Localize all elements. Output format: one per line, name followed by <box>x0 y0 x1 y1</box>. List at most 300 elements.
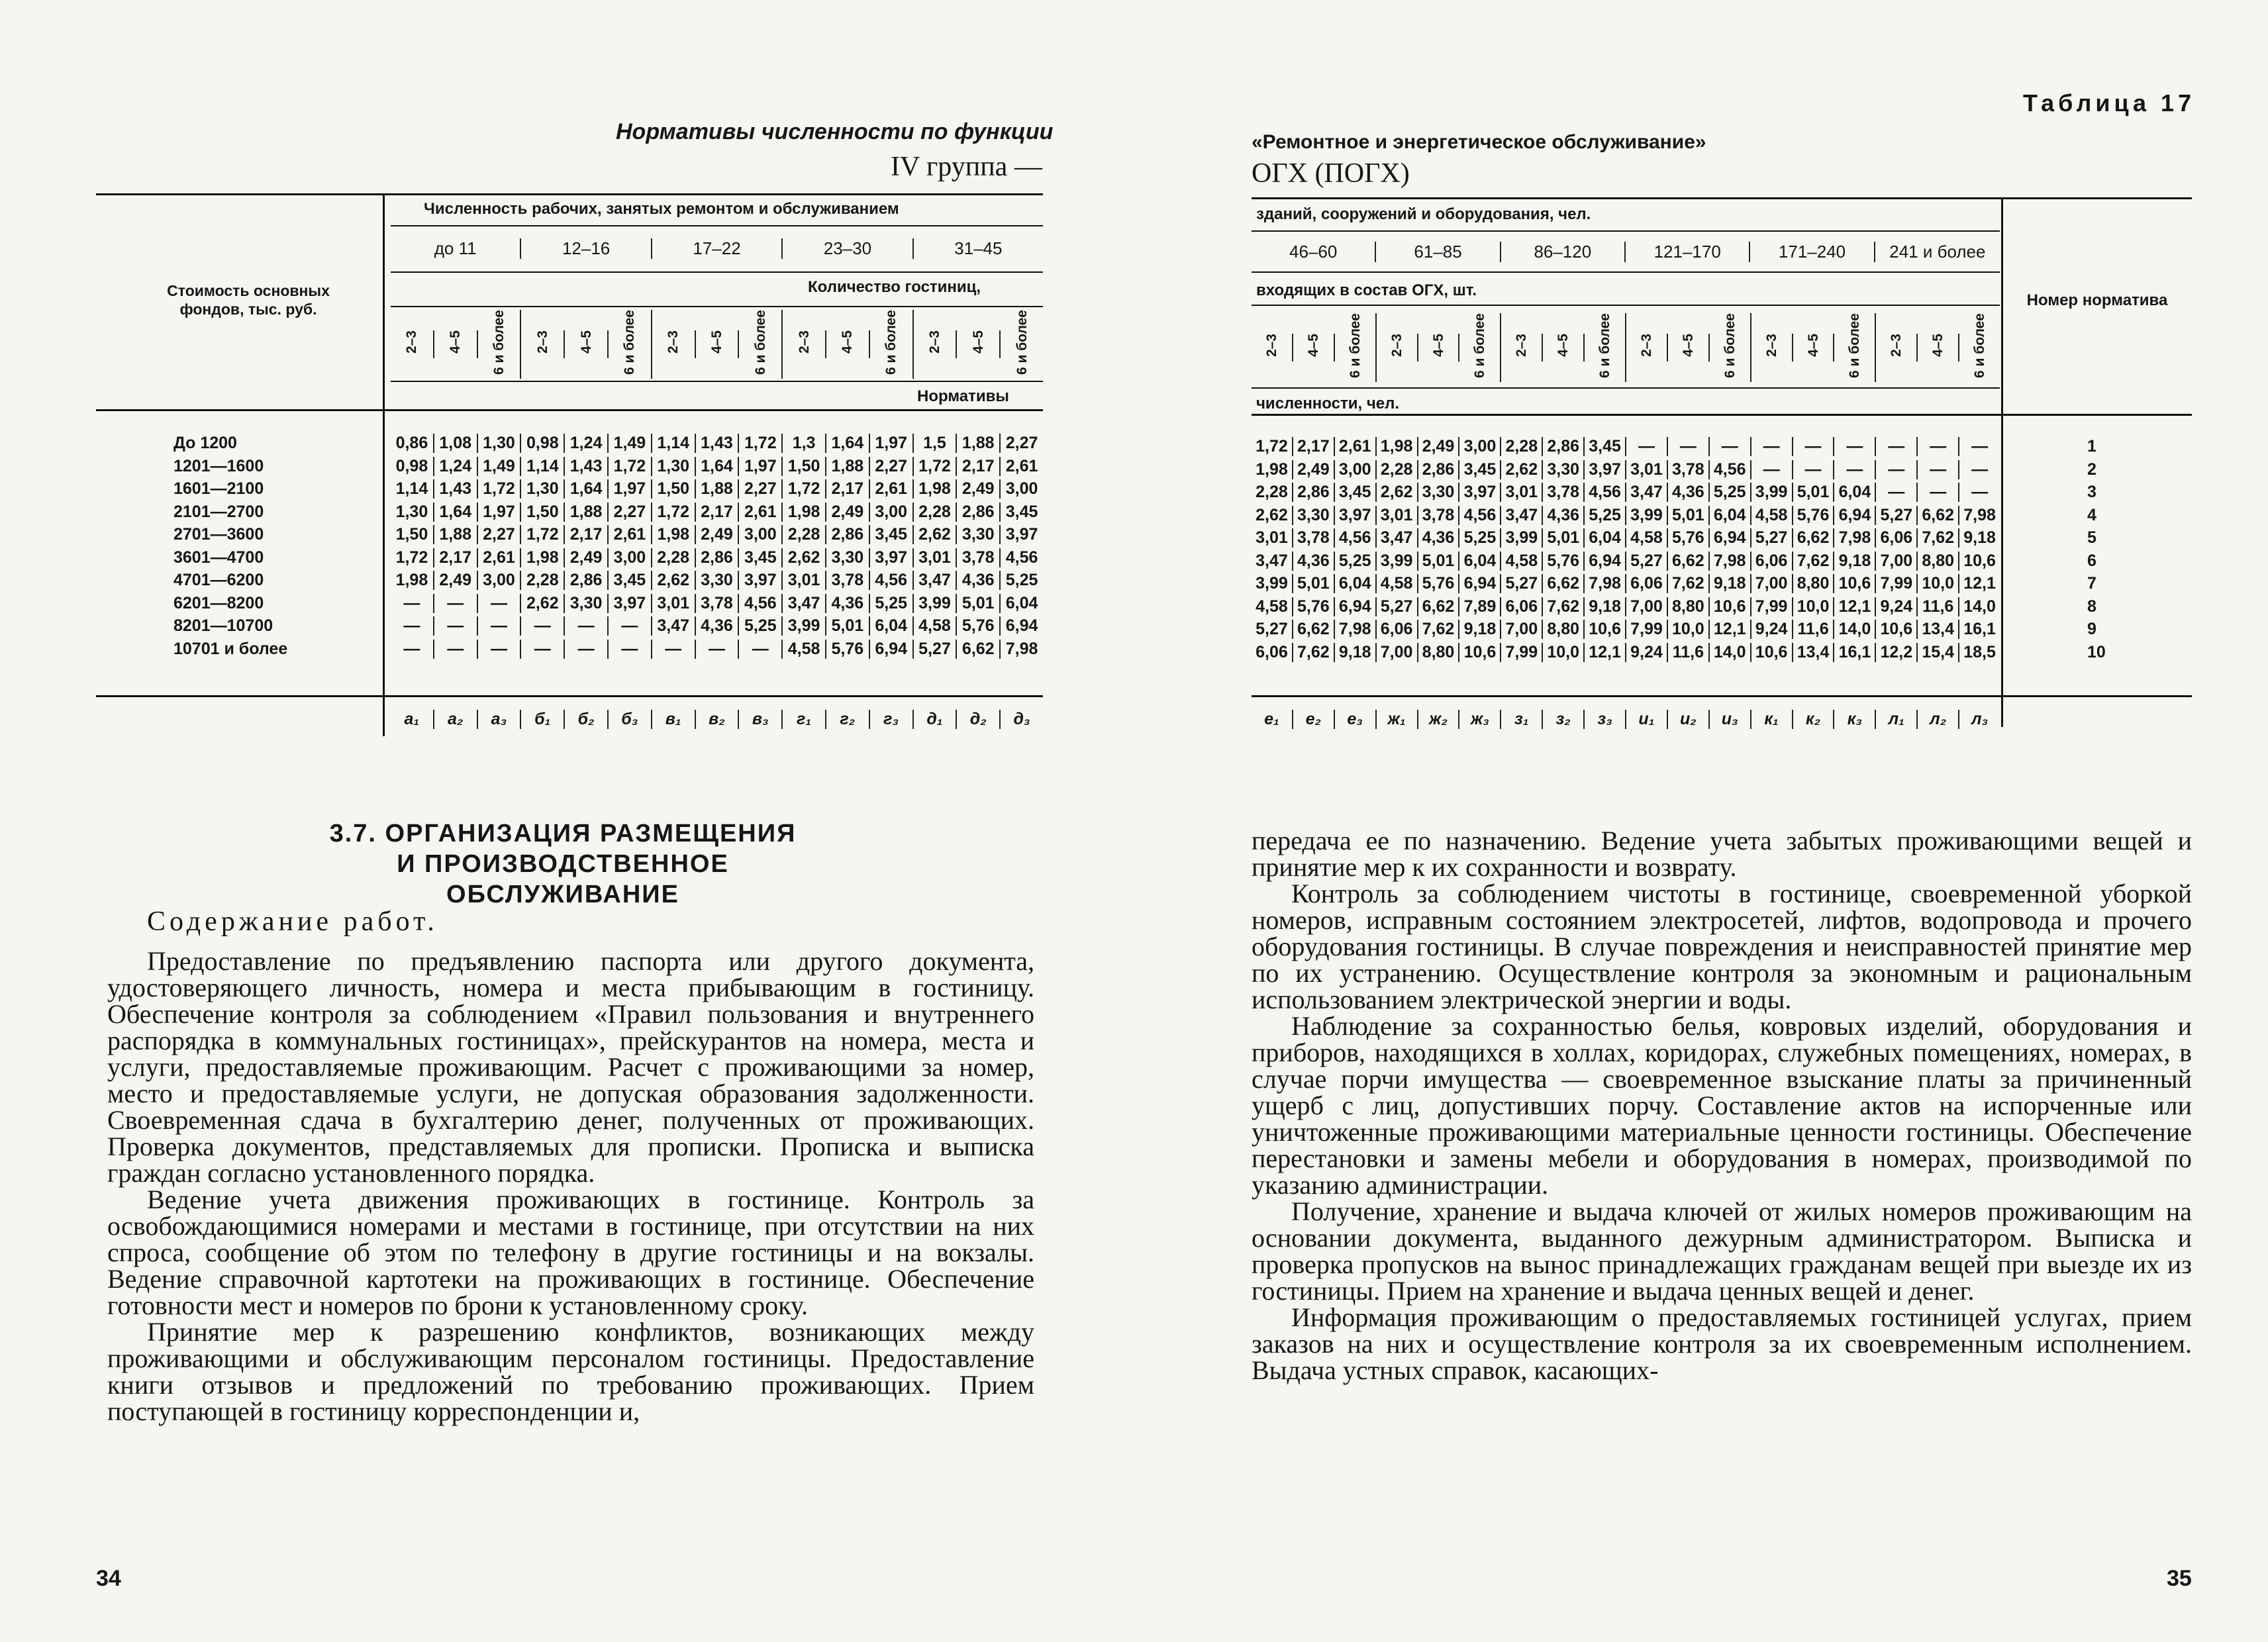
table-cell: 4,56 <box>1585 483 1626 502</box>
table-cell: 5,76 <box>1668 528 1710 548</box>
sub-column-label: 2–3 <box>1252 334 1293 362</box>
table-cell: — <box>391 616 434 636</box>
table-cell: 7,99 <box>1876 574 1918 593</box>
worker-range: до 11 <box>391 238 521 259</box>
table-cell: 1,30 <box>521 479 565 499</box>
table-cell: 2,86 <box>957 503 1001 522</box>
table-cell: 3,99 <box>1751 483 1793 502</box>
norm-label: Нормативы <box>917 387 1009 405</box>
table-cell: 9,24 <box>1876 597 1918 616</box>
sub-column-label: 2–3 <box>1876 334 1918 362</box>
table-cell: 5,25 <box>870 594 914 613</box>
table-cell: 3,45 <box>739 548 783 567</box>
table-cell: 10,6 <box>1834 574 1876 593</box>
table-cell: — <box>434 640 478 659</box>
table-cell: 7,62 <box>1918 528 1959 548</box>
table-cell: 2,27 <box>478 525 522 544</box>
table-cell: 6,62 <box>1668 552 1710 571</box>
sub-column-label: 4–5 <box>696 330 740 358</box>
table-cell: — <box>609 616 652 636</box>
section-title <box>285 818 841 910</box>
table-cell: 3,97 <box>1005 525 1038 544</box>
table-cell: 10,6 <box>1876 620 1918 639</box>
sub-column-label: 2–3 <box>521 330 565 358</box>
table-cell: — <box>652 640 696 659</box>
table-header-title: «Ремонтное и энергетическое обслуживание» <box>1252 131 1706 153</box>
table-cell: 3,45 <box>1585 437 1626 456</box>
table-cell: 2,86 <box>826 525 870 544</box>
sub-column-label: 2–3 <box>1751 334 1793 362</box>
sub-columns-row <box>391 311 1043 377</box>
table-cell: — <box>1751 460 1793 479</box>
table-cell: 1,72 <box>609 457 652 476</box>
table-cell: 3,30 <box>696 571 740 590</box>
table-cell: 3,30 <box>565 594 609 613</box>
table-cell: 4,58 <box>914 616 958 636</box>
table-header-group: IV группа — <box>891 152 1042 182</box>
table-cell: — <box>1971 459 1989 479</box>
table-cell: 6,04 <box>1834 483 1876 502</box>
table-cell: 4,58 <box>1377 574 1418 593</box>
table-row <box>1252 574 2000 593</box>
worker-range: 46–60 <box>1252 242 1376 262</box>
table-cell: 3,47 <box>1626 483 1668 502</box>
table-cell: 0,98 <box>521 434 565 453</box>
table-cell: 3,01 <box>914 548 958 567</box>
table-rule-subcols <box>391 381 1043 382</box>
norm-code: а₃ <box>478 710 522 729</box>
table-cell: 5,01 <box>1418 552 1460 571</box>
norm-code: б₁ <box>521 710 565 729</box>
table-cell: 6,62 <box>1543 574 1585 593</box>
table-cell: 2,49 <box>957 479 1001 499</box>
table-cell: 6,94 <box>1335 597 1377 616</box>
table-cell: 6,94 <box>870 640 914 659</box>
table-cell: 6,06 <box>1252 643 1293 662</box>
table-divider <box>2001 197 2003 727</box>
table-cell: 2,61 <box>609 525 652 544</box>
table-cell: 3,78 <box>1668 460 1710 479</box>
table-row <box>391 594 1043 613</box>
table-cell: 4,56 <box>1459 506 1501 525</box>
norm-code: з₁ <box>1501 710 1543 729</box>
table-cell: 4,58 <box>783 640 826 659</box>
table-row <box>391 548 1043 567</box>
table-cell: 6,06 <box>1876 528 1918 548</box>
table-cell: 2,49 <box>565 548 609 567</box>
table-cell: 1,64 <box>696 457 740 476</box>
table-cell: 4,36 <box>1543 506 1585 525</box>
table-cell: 4,58 <box>1252 597 1293 616</box>
table-cell: 4,58 <box>1501 552 1543 571</box>
table-cell: 2,28 <box>914 503 958 522</box>
right-body-text <box>1252 828 2192 1384</box>
table-cell: 1,88 <box>696 479 740 499</box>
table-cell: 2,28 <box>1501 437 1543 456</box>
table-cell: 6,94 <box>1710 528 1751 548</box>
table-cell: 3,30 <box>1543 460 1585 479</box>
row-label: 1201—1600 <box>173 456 264 475</box>
row-label: 8201—10700 <box>173 616 273 635</box>
table-cell: — <box>391 640 434 659</box>
sub-column-label: 6 и более <box>1972 313 1988 378</box>
table-cell: 13,4 <box>1793 643 1835 662</box>
table-cell: 13,4 <box>1918 620 1959 639</box>
norm-code: л₃ <box>1971 710 1989 728</box>
table-cell: — <box>478 594 522 613</box>
table-row <box>1252 460 2000 479</box>
worker-range: 17–22 <box>652 238 783 259</box>
table-cell: 12,1 <box>1963 574 1996 593</box>
norm-number-header: Номер норматива <box>2026 291 2168 309</box>
table-cell: 10,6 <box>1585 620 1626 639</box>
table-cell: 15,4 <box>1918 643 1959 662</box>
table-cell: 12,1 <box>1710 620 1751 639</box>
table-cell: 1,5 <box>914 434 958 453</box>
sub-column-label: 2–3 <box>914 330 958 358</box>
worker-range: 23–30 <box>783 238 913 259</box>
table-cell: 4,56 <box>1005 548 1038 567</box>
table-cell: 3,99 <box>1252 574 1293 593</box>
table-cell: 5,25 <box>1335 552 1377 571</box>
worker-ranges-row <box>391 238 1043 259</box>
table-cell: 7,00 <box>1876 552 1918 571</box>
table-cell: 3,99 <box>914 594 958 613</box>
table-cell: 5,27 <box>1751 528 1793 548</box>
table-cell: 14,0 <box>1834 620 1876 639</box>
table-cell: — <box>609 640 652 659</box>
table-cell: 6,04 <box>1710 506 1751 525</box>
table-cell: 1,64 <box>826 434 870 453</box>
table-cell: 2,49 <box>434 571 478 590</box>
table-cell: 4,36 <box>696 616 740 636</box>
sub-column-label: 2–3 <box>783 330 826 358</box>
table-cell: 1,97 <box>478 503 522 522</box>
table-cell: 12,1 <box>1834 597 1876 616</box>
worker-range: 241 и более <box>1889 242 1986 262</box>
table-cell: 3,00 <box>739 525 783 544</box>
paragraph: Предоставление по предъявлению паспорта или другого документа, удостоверяющего личность, номера и места прибывающим в гостиницу. Обеспечение контроля за соблюдением «Правил пользования и внутреннего распорядка в коммунальных гостиницах», прейскурантов на номера, места и услуги, предоставляемые проживающим. Расчет с проживающими за номер, место и предоставляемые услуги, не допуская образования задолженности. Своевременная сдача в бухгалтерию денег, полученных от проживающих. Проверка документов, представляемых для прописки. Прописка и выписка граждан согласно установленного порядка. <box>107 946 1034 1188</box>
table-cell: 3,45 <box>1005 502 1038 521</box>
table-cell: 3,00 <box>1459 437 1501 456</box>
norm-code: б₃ <box>609 710 652 729</box>
table-cell: 3,78 <box>1543 483 1585 502</box>
table-cell: — <box>1626 437 1668 456</box>
table-row <box>1252 483 2000 502</box>
table-row <box>1252 552 2000 571</box>
table-cell: 2,27 <box>870 457 914 476</box>
table-cell: 9,18 <box>1459 620 1501 639</box>
table-cell: 7,98 <box>1585 574 1626 593</box>
table-cell: 3,78 <box>696 594 740 613</box>
norm-codes-row <box>391 710 1043 729</box>
table-cell: 3,78 <box>1293 528 1335 548</box>
table-cell: 1,72 <box>521 525 565 544</box>
row-header-label: Стоимость основных фондов, тыс. руб. <box>167 282 330 318</box>
workers-header-label: Численность рабочих, занятых ремонтом и обслуживанием <box>424 200 899 218</box>
table-cell: 6,94 <box>1459 574 1501 593</box>
table-cell: 2,17 <box>434 548 478 567</box>
table-cell: 7,98 <box>1834 528 1876 548</box>
table-row <box>391 503 1043 522</box>
table-cell: 0,86 <box>391 434 434 453</box>
table-cell: 2,62 <box>1501 460 1543 479</box>
table-row <box>1252 437 2000 456</box>
table-cell: 5,25 <box>739 616 783 636</box>
sub-column-label: 4–5 <box>957 330 1001 358</box>
table-cell: 3,01 <box>1252 528 1293 548</box>
table-cell: 2,27 <box>739 479 783 499</box>
norm-number: 5 <box>2087 528 2096 547</box>
table-rule-ranges <box>1252 271 2000 273</box>
table-cell: 3,99 <box>783 616 826 636</box>
table-cell: 7,98 <box>1710 552 1751 571</box>
sub-column-label: 6 и более <box>1014 309 1030 375</box>
table-cell: 1,98 <box>1377 437 1418 456</box>
hotels-header-label: Количество гостиниц, <box>808 278 981 296</box>
table-cell: 6,04 <box>1335 574 1377 593</box>
table-cell: 11,6 <box>1668 643 1710 662</box>
table-cell: 8,80 <box>1793 574 1835 593</box>
table-cell: 16,1 <box>1834 643 1876 662</box>
table-cell: 1,97 <box>609 479 652 499</box>
table-cell: 7,62 <box>1668 574 1710 593</box>
table-cell: 1,24 <box>434 457 478 476</box>
norm-code: и₃ <box>1710 710 1751 729</box>
table-cell: 6,06 <box>1377 620 1418 639</box>
table-cell: 1,50 <box>652 479 696 499</box>
table-cell: 1,64 <box>434 503 478 522</box>
row-label: До 1200 <box>173 434 237 452</box>
table-row <box>391 525 1043 544</box>
table-cell: 2,86 <box>565 571 609 590</box>
table-header-rule <box>1252 414 2192 416</box>
table-cell: 3,30 <box>1293 506 1335 525</box>
norm-code: и₂ <box>1668 710 1710 729</box>
table-cell: 10,6 <box>1710 597 1751 616</box>
row-label: 4701—6200 <box>173 571 264 589</box>
norm-codes-row <box>1252 710 2000 729</box>
table-cell: 2,86 <box>1418 460 1460 479</box>
table-cell: 5,76 <box>1418 574 1460 593</box>
table-top-rule <box>96 193 1043 195</box>
table-cell: 1,88 <box>957 434 1001 453</box>
table-cell: 5,27 <box>1626 552 1668 571</box>
norm-code: ж₃ <box>1459 710 1501 729</box>
table-cell: 5,27 <box>914 640 958 659</box>
sub-column-label: 2–3 <box>1377 334 1418 362</box>
table-row <box>1252 597 2000 616</box>
table-cell: 2,28 <box>783 525 826 544</box>
table-cell: 1,72 <box>914 457 958 476</box>
table-cell: — <box>739 640 783 659</box>
table-cell: — <box>1668 437 1710 456</box>
table-row <box>391 434 1043 453</box>
norm-code: ж₁ <box>1377 710 1418 729</box>
table-cell: 2,86 <box>696 548 740 567</box>
table-cell: 3,45 <box>1335 483 1377 502</box>
table-cell: 5,25 <box>1710 483 1751 502</box>
table-cell: 4,36 <box>1418 528 1460 548</box>
sub-column-label: 6 и более <box>609 310 652 379</box>
table-cell: 2,62 <box>1252 506 1293 525</box>
table-cell: 14,0 <box>1710 643 1751 662</box>
sub-column-label: 4–5 <box>1918 334 1959 362</box>
table-cell: — <box>434 594 478 613</box>
table-cell: 8,80 <box>1418 643 1460 662</box>
table-cell: 6,94 <box>1834 506 1876 525</box>
table-cell: 3,99 <box>1377 552 1418 571</box>
table-cell: 1,98 <box>1252 460 1293 479</box>
table-cell: 7,99 <box>1626 620 1668 639</box>
table-cell: 1,98 <box>391 571 434 590</box>
table-cell: 1,24 <box>565 434 609 453</box>
table-cell: 3,00 <box>1005 479 1038 498</box>
table-cell: 3,78 <box>957 548 1001 567</box>
table-bottom-rule <box>96 695 1043 697</box>
table-cell: 1,72 <box>783 479 826 499</box>
norm-code: д₂ <box>957 710 1001 729</box>
table-cell: 2,17 <box>826 479 870 499</box>
sub-column-label: 4–5 <box>826 330 870 358</box>
table-cell: 10,6 <box>1963 551 1996 570</box>
table-cell: 5,76 <box>1543 552 1585 571</box>
sub-column-label: 4–5 <box>434 330 478 358</box>
hotels-header-label: входящих в состав ОГХ, шт. <box>1256 281 1477 299</box>
sub-column-label: 6 и более <box>1834 313 1876 383</box>
sub-column-label: 4–5 <box>1793 334 1835 362</box>
table-cell: 3,01 <box>1377 506 1418 525</box>
table-cell: 5,25 <box>1459 528 1501 548</box>
table-cell: 5,76 <box>826 640 870 659</box>
table-cell: — <box>565 616 609 636</box>
table-cell: 6,62 <box>957 640 1001 659</box>
workers-header-label: зданий, сооружений и оборудования, чел. <box>1256 205 1591 223</box>
table-cell: 2,28 <box>652 548 696 567</box>
table-cell: 4,56 <box>1335 528 1377 548</box>
worker-range: 12–16 <box>521 238 652 259</box>
table-cell: 10,0 <box>1793 597 1835 616</box>
table-cell: 3,47 <box>1501 506 1543 525</box>
sub-column-label: 6 и более <box>1710 313 1751 383</box>
table-cell: 4,36 <box>826 594 870 613</box>
table-cell: 6,06 <box>1626 574 1668 593</box>
table-cell: 5,01 <box>1793 483 1835 502</box>
table-cell: — <box>478 616 522 636</box>
worker-range: 61–85 <box>1376 242 1501 262</box>
table-cell: 2,62 <box>783 548 826 567</box>
norm-code: а₂ <box>434 710 478 729</box>
table-rule-workers <box>391 225 1043 226</box>
table-cell: 3,30 <box>957 525 1001 544</box>
table-cell: 7,98 <box>1963 505 1996 524</box>
norm-code: з₂ <box>1543 710 1585 729</box>
table-cell: 1,72 <box>391 548 434 567</box>
table-cell: 2,27 <box>1005 434 1038 452</box>
table-cell: — <box>1834 460 1876 479</box>
table-cell: 11,6 <box>1918 597 1959 616</box>
sub-column-label: 2–3 <box>652 330 696 358</box>
table-cell: 3,01 <box>783 571 826 590</box>
table-cell: 2,28 <box>1252 483 1293 502</box>
norm-code: д₁ <box>914 710 958 729</box>
norm-code: к₃ <box>1834 710 1876 729</box>
table-cell: 3,45 <box>1459 460 1501 479</box>
norm-code: г₂ <box>826 710 870 729</box>
table-cell: 1,72 <box>1252 437 1293 456</box>
table-cell: 11,6 <box>1793 620 1835 639</box>
table-cell: 6,06 <box>1501 597 1543 616</box>
table-cell: 1,30 <box>391 503 434 522</box>
table-cell: 5,76 <box>957 616 1001 636</box>
table-cell: 2,17 <box>565 525 609 544</box>
table-rule-ranges <box>391 271 1043 273</box>
paragraph: Ведение учета движения проживающих в гостинице. Контроль за освобождающимися номерами и местами в гостинице, при отсутствии на них спроса, сообщение об этом по телефону в другие гостиницы и на вокзалы. Ведение справочной картотеки на проживающих в гостинице. Обеспечение готовности мест и номеров по брони к установленному сроку. <box>107 1184 1034 1320</box>
norm-number: 7 <box>2087 574 2096 593</box>
table-cell: 1,49 <box>609 434 652 453</box>
table-cell: 9,18 <box>1963 528 1996 547</box>
table-cell: 9,18 <box>1585 597 1626 616</box>
table-divider <box>383 193 385 736</box>
page-number: 35 <box>2167 1566 2192 1591</box>
norm-code: л₂ <box>1918 710 1959 729</box>
table-cell: 4,36 <box>1293 552 1335 571</box>
table-cell: 3,00 <box>870 503 914 522</box>
table-cell: 3,97 <box>739 571 783 590</box>
table-cell: — <box>478 640 522 659</box>
table-cell: 2,86 <box>1293 483 1335 502</box>
table-cell: 3,78 <box>1418 506 1460 525</box>
table-cell: 6,94 <box>1005 616 1038 635</box>
table-cell: 2,61 <box>1335 437 1377 456</box>
table-cell: 5,01 <box>957 594 1001 613</box>
table-cell: 4,56 <box>739 594 783 613</box>
table-cell: 7,98 <box>1335 620 1377 639</box>
table-header-title: Нормативы численности по функции <box>616 119 1054 144</box>
table-cell: — <box>521 640 565 659</box>
table-cell: 4,36 <box>957 571 1001 590</box>
table-cell: 2,49 <box>1293 460 1335 479</box>
table-cell: 9,24 <box>1626 643 1668 662</box>
worker-range: 121–170 <box>1626 242 1750 262</box>
norm-code: е₃ <box>1335 710 1377 729</box>
table-row <box>391 457 1043 476</box>
paragraph: Наблюдение за сохранностью белья, ковровых изделий, оборудования и приборов, находящихся в холлах, коридорах, служебных помещениях, номерах, в случае порчи имущества — своевременное взыскание платы за причиненный ущерб с лиц, допустивших порчу. Составление актов на испорченные или уничтоженные проживающими материальные ценности гостиницы. Обеспечение перестановки и замены мебели и оборудования в номерах, производимой по указанию администрации. <box>1252 1011 2192 1200</box>
table-cell: 1,08 <box>434 434 478 453</box>
sub-columns-row <box>1252 311 2000 384</box>
norm-code: к₂ <box>1793 710 1835 729</box>
row-label: 10701 и более <box>173 639 288 658</box>
table-cell: 6,62 <box>1793 528 1835 548</box>
paragraph: Контроль за соблюдением чистоты в гостинице, своевременной уборкой номеров, исправным состоянием электросетей, лифтов, водопровода и прочего оборудования гостиницы. В случае повреждения и неисправностей принятие мер по их устранению. Осуществление контроля за экономным и рациональным использованием электрической энергии и воды. <box>1252 879 2192 1014</box>
table-cell: 1,50 <box>521 503 565 522</box>
table-cell: — <box>1751 437 1793 456</box>
table-cell: 7,99 <box>1751 597 1793 616</box>
norm-code: е₂ <box>1293 710 1335 729</box>
table-cell: — <box>565 640 609 659</box>
table-bottom-rule <box>1252 695 2192 697</box>
table-cell: 3,45 <box>870 525 914 544</box>
table-cell: — <box>1918 437 1959 456</box>
table-row <box>391 479 1043 499</box>
table-cell: 6,04 <box>1585 528 1626 548</box>
table-cell: 14,0 <box>1963 597 1996 616</box>
table-cell: 1,30 <box>478 434 522 453</box>
sub-column-label: 4–5 <box>1543 334 1585 362</box>
table-cell: 3,97 <box>1335 506 1377 525</box>
table-cell: — <box>1793 437 1835 456</box>
table-cell: 1,98 <box>652 525 696 544</box>
